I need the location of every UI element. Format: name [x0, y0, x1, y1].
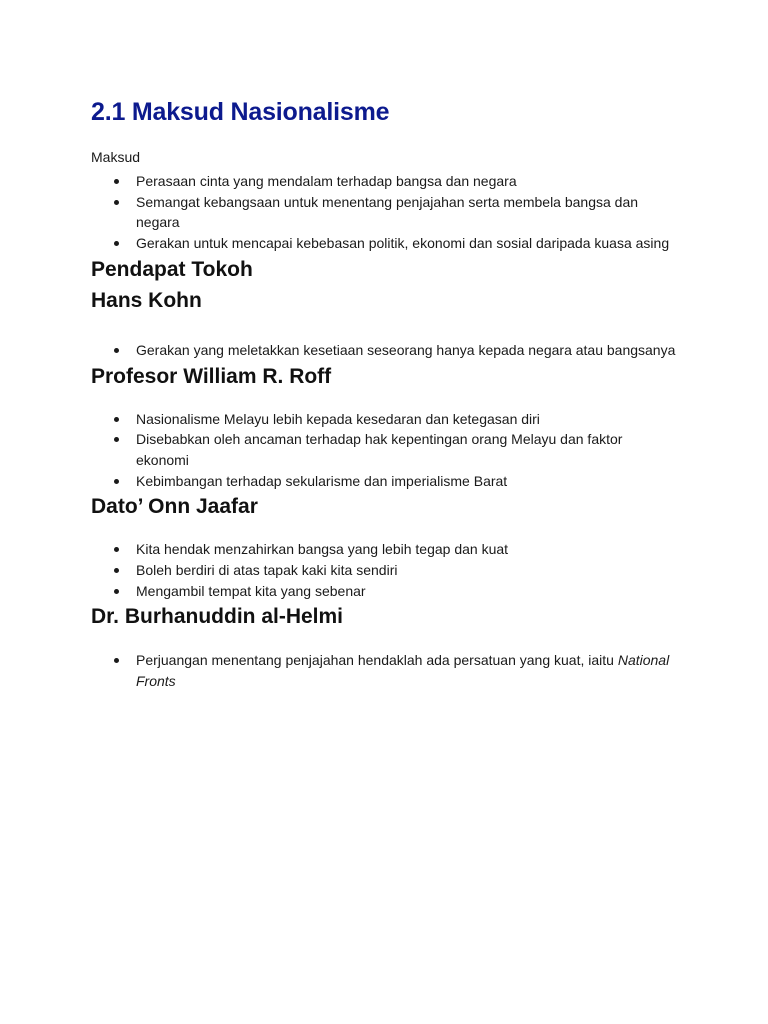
hans-kohn-list	[91, 340, 676, 361]
page-title: 2.1 Maksud Nasionalisme	[91, 98, 390, 126]
section-heading-burhanuddin: Dr. Burhanuddin al-Helmi	[91, 605, 344, 629]
list-item: Kebimbangan terhadap sekularisme dan imperialisme Barat	[136, 471, 676, 492]
section-heading-onn-jaafar: Dato’ Onn Jaafar	[91, 495, 258, 519]
list-item: Disebabkan oleh ancaman terhadap hak kepentingan orang Melayu dan faktor ekonomi	[136, 429, 676, 470]
list-item: Gerakan yang meletakkan kesetiaan seseorang hanya kepada negara atau bangsanya	[136, 340, 676, 361]
intro-label: Maksud	[91, 149, 141, 165]
intro-list	[91, 171, 676, 254]
section-heading-william-roff: Profesor William R. Roff	[91, 364, 332, 388]
section-heading-line: Hans Kohn	[91, 288, 202, 312]
burhanuddin-list	[91, 650, 676, 691]
list-item: Perasaan cinta yang mendalam terhadap bangsa dan negara	[136, 171, 676, 192]
onn-jaafar-list	[91, 539, 676, 601]
list-item: Gerakan untuk mencapai kebebasan politik, ekonomi dan sosial daripada kuasa asing	[136, 233, 676, 254]
section-heading-line: Pendapat Tokoh	[91, 257, 253, 281]
list-item: Mengambil tempat kita yang sebenar	[136, 581, 676, 602]
list-item: Boleh berdiri di atas tapak kaki kita sendiri	[136, 560, 676, 581]
list-item: Semangat kebangsaan untuk menentang penjajahan serta membela bangsa dan negara	[136, 192, 676, 233]
list-item-text: Perjuangan menentang penjajahan hendaklah ada persatuan yang kuat, iaitu	[136, 652, 618, 669]
list-item-italic-text: National Fronts	[136, 652, 670, 690]
list-item	[136, 650, 676, 691]
list-item: Kita hendak menzahirkan bangsa yang lebih tegap dan kuat	[136, 539, 676, 560]
william-roff-list	[91, 409, 676, 492]
list-item: Nasionalisme Melayu lebih kepada kesedaran dan ketegasan diri	[136, 409, 676, 430]
section-heading-pendapat-tokoh	[91, 254, 678, 316]
